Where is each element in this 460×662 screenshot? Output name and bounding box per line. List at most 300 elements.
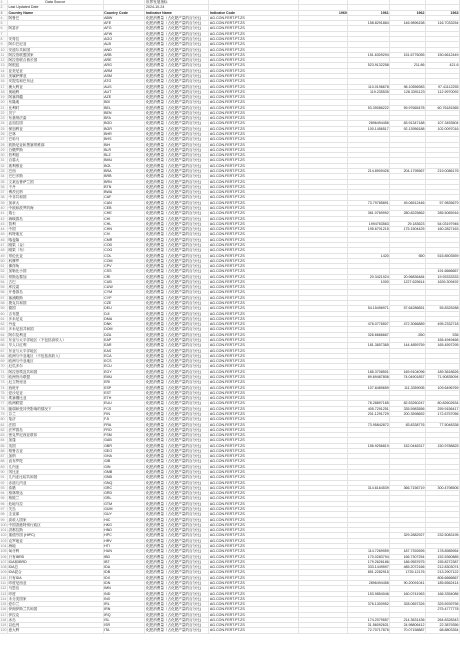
cell[interactable]: 化肥消费量（占化肥产量的百分比) xyxy=(145,565,209,570)
cell[interactable]: CHN xyxy=(103,227,145,232)
cell[interactable]: AG.CON.FERT.PT.ZS xyxy=(209,501,298,506)
cell[interactable]: 169.9104096 xyxy=(390,369,426,374)
cell[interactable]: CHI xyxy=(103,216,145,221)
cell[interactable]: AG.CON.FERT.PT.ZS xyxy=(209,464,298,469)
cell[interactable]: AG.CON.FERT.PT.ZS xyxy=(209,512,298,517)
cell[interactable]: ITA xyxy=(103,628,145,633)
header-cell[interactable]: 1962 xyxy=(390,10,426,15)
cell[interactable]: 化肥消费量（占化肥产量的百分比) xyxy=(145,242,209,247)
cell[interactable]: AG.CON.FERT.PT.ZS xyxy=(209,121,298,126)
cell[interactable]: 波斯尼亚和黑塞哥维那 xyxy=(8,142,104,147)
cell[interactable]: 78.28897165 xyxy=(348,401,390,406)
cell[interactable]: GRC xyxy=(103,485,145,490)
cell[interactable]: AG.CON.FERT.PT.ZS xyxy=(209,580,298,585)
cell[interactable]: 化肥消费量（占化肥产量的百分比) xyxy=(145,602,209,607)
cell[interactable]: GNQ xyxy=(103,480,145,485)
cell[interactable]: 515.8503559 xyxy=(426,253,460,258)
cell[interactable]: AG.CON.FERT.PT.ZS xyxy=(209,184,298,189)
cell[interactable]: 伊拉克 xyxy=(8,612,104,617)
cell[interactable]: 19.93333333 xyxy=(426,274,460,279)
cell[interactable]: GTM xyxy=(103,501,145,506)
cell[interactable]: 化肥消费量（占化肥产量的百分比) xyxy=(145,353,209,358)
cell[interactable]: AG.CON.FERT.PT.ZS xyxy=(209,459,298,464)
cell[interactable]: AG.CON.FERT.PT.ZS xyxy=(209,565,298,570)
cell[interactable]: ABW xyxy=(103,15,145,20)
cell[interactable]: AG.CON.FERT.PT.ZS xyxy=(209,322,298,327)
cell[interactable]: 2896494456 xyxy=(348,580,390,585)
cell[interactable]: 希腊 xyxy=(8,485,104,490)
cell[interactable]: AG.CON.FERT.PT.ZS xyxy=(209,491,298,496)
cell[interactable]: AG.CON.FERT.PT.ZS xyxy=(209,433,298,438)
cell[interactable]: 650 xyxy=(390,253,426,258)
cell[interactable]: CAN xyxy=(103,200,145,205)
cell[interactable]: AGO xyxy=(103,36,145,41)
header-cell[interactable]: 1961 xyxy=(348,10,390,15)
cell[interactable]: ECS xyxy=(103,359,145,364)
cell[interactable]: 2024-10-24 xyxy=(145,5,209,10)
cell[interactable]: 110.0196678 xyxy=(348,84,390,89)
cell[interactable]: 化肥消费量（占化肥产量的百分比) xyxy=(145,79,209,84)
cell[interactable]: AG.CON.FERT.PT.ZS xyxy=(209,316,298,321)
cell[interactable]: 107.3453504 xyxy=(426,121,460,126)
cell[interactable]: ARE xyxy=(103,58,145,63)
cell[interactable]: IRN xyxy=(103,607,145,612)
cell[interactable]: 伊朗伊斯兰共和国 xyxy=(8,607,104,612)
cell[interactable]: 212.8303074 xyxy=(426,565,460,570)
cell[interactable]: 文莱达鲁萨兰国 xyxy=(8,179,104,184)
cell[interactable]: EGY xyxy=(103,369,145,374)
cell[interactable]: AG.CON.FERT.PT.ZS xyxy=(209,507,298,512)
cell[interactable]: COD xyxy=(103,242,145,247)
cell[interactable]: 冰岛 xyxy=(8,617,104,622)
cell[interactable]: 阿尔巴尼亚 xyxy=(8,42,104,47)
cell[interactable]: 化肥消费量（占化肥产量的百分比) xyxy=(145,422,209,427)
cell[interactable]: BEN xyxy=(103,110,145,115)
cell[interactable]: 化肥消费量（占化肥产量的百分比) xyxy=(145,607,209,612)
cell[interactable]: 巴巴多斯 xyxy=(8,174,104,179)
cell[interactable]: 300.4798506 xyxy=(426,485,460,490)
cell[interactable]: ETH xyxy=(103,396,145,401)
cell[interactable]: AG.CON.FERT.PT.ZS xyxy=(209,311,298,316)
cell[interactable]: CSS xyxy=(103,269,145,274)
cell[interactable]: EST xyxy=(103,390,145,395)
cell[interactable]: 536 xyxy=(426,332,460,337)
cell[interactable]: 化肥消费量（占化肥产量的百分比) xyxy=(145,443,209,448)
cell[interactable]: 伯利兹 xyxy=(8,153,104,158)
cell[interactable]: 东亚与太平洋地区 xyxy=(8,348,104,353)
cell[interactable]: 芬兰 xyxy=(8,411,104,416)
cell[interactable]: HKG xyxy=(103,522,145,527)
cell[interactable]: AUS xyxy=(103,84,145,89)
cell[interactable]: CEB xyxy=(103,205,145,210)
cell[interactable]: 49.06512446 xyxy=(390,200,426,205)
cell[interactable]: 214.3631436 xyxy=(390,617,426,622)
cell[interactable]: 埃塞俄比亚 xyxy=(8,396,104,401)
cell[interactable]: 201.1291729 xyxy=(348,411,390,416)
cell[interactable]: 325.5939756 xyxy=(426,602,460,607)
cell[interactable]: AG.CON.FERT.PT.ZS xyxy=(209,480,298,485)
cell[interactable]: 280.8225862 xyxy=(390,211,426,216)
cell[interactable]: 化肥消费量（占化肥产量的百分比) xyxy=(145,570,209,575)
cell[interactable]: 1227.625614 xyxy=(390,279,426,284)
cell[interactable]: 146.9896158 xyxy=(390,21,426,26)
cell[interactable]: 意大利 xyxy=(8,628,104,633)
cell[interactable]: GBR xyxy=(103,443,145,448)
cell[interactable]: AG.CON.FERT.PT.ZS xyxy=(209,623,298,628)
header-cell[interactable]: 1960 xyxy=(298,10,348,15)
cell[interactable]: FRA xyxy=(103,422,145,427)
cell[interactable]: AG.CON.FERT.PT.ZS xyxy=(209,327,298,332)
cell[interactable]: 333.1449597 xyxy=(348,565,390,570)
cell[interactable]: 孟加拉国 xyxy=(8,121,104,126)
cell[interactable]: 澳大利亚 xyxy=(8,84,104,89)
cell[interactable]: 111.3359005 xyxy=(390,385,426,390)
cell[interactable]: 化肥消费量（占化肥产量的百分比) xyxy=(145,316,209,321)
cell[interactable]: 阿根廷 xyxy=(8,63,104,68)
cell[interactable]: 219.0086176 xyxy=(426,169,460,174)
cell[interactable]: AG.CON.FERT.PT.ZS xyxy=(209,31,298,36)
cell[interactable]: AG.CON.FERT.PT.ZS xyxy=(209,36,298,41)
cell[interactable]: AG.CON.FERT.PT.ZS xyxy=(209,142,298,147)
cell[interactable]: AG.CON.FERT.PT.ZS xyxy=(209,264,298,269)
cell[interactable]: AG.CON.FERT.PT.ZS xyxy=(209,163,298,168)
cell[interactable]: 化肥消费量（占化肥产量的百分比) xyxy=(145,406,209,411)
cell[interactable]: AG.CON.FERT.PT.ZS xyxy=(209,401,298,406)
cell[interactable]: GUM xyxy=(103,507,145,512)
cell[interactable]: 54.03197946 xyxy=(426,221,460,226)
cell[interactable]: 化肥消费量（占化肥产量的百分比) xyxy=(145,628,209,633)
cell[interactable]: 印度尼西亚 xyxy=(8,580,104,585)
cell[interactable]: 化肥消费量（占化肥产量的百分比) xyxy=(145,617,209,622)
cell[interactable]: 472.3066889 xyxy=(390,322,426,327)
cell[interactable]: 83.8338776 xyxy=(390,422,426,427)
cell[interactable]: HPC xyxy=(103,533,145,538)
cell[interactable]: 259.9156417 xyxy=(426,406,460,411)
cell[interactable]: 74.04901857 xyxy=(390,374,426,379)
cell[interactable]: AG.CON.FERT.PT.ZS xyxy=(209,221,298,226)
cell[interactable]: 29.183623 xyxy=(390,221,426,226)
cell[interactable]: 欧洲与中亚地区 xyxy=(8,359,104,364)
cell[interactable]: 化肥消费量（占化肥产量的百分比) xyxy=(145,47,209,52)
cell[interactable]: 化肥消费量（占化肥产量的百分比) xyxy=(145,596,209,601)
cell[interactable]: 世界发展指标 xyxy=(145,0,209,5)
cell[interactable]: ECU xyxy=(103,364,145,369)
cell[interactable]: BLR xyxy=(103,147,145,152)
cell[interactable]: 化肥消费量（占化肥产量的百分比) xyxy=(145,126,209,131)
cell[interactable]: 60.76181565 xyxy=(426,105,460,110)
cell[interactable]: 格林纳达 xyxy=(8,491,104,496)
cell[interactable]: 化肥消费量（占化肥产量的百分比) xyxy=(145,42,209,47)
cell[interactable]: 化肥消费量（占化肥产量的百分比) xyxy=(145,174,209,179)
cell[interactable]: 211.86 xyxy=(390,63,426,68)
cell[interactable]: 214.8909426 xyxy=(348,169,390,174)
cell[interactable]: 化肥消费量（占化肥产量的百分比) xyxy=(145,575,209,580)
cell[interactable]: 化肥消费量（占化肥产量的百分比) xyxy=(145,110,209,115)
cell[interactable]: BMU xyxy=(103,158,145,163)
cell[interactable]: 化肥消费量（占化肥产量的百分比) xyxy=(145,73,209,78)
cell[interactable]: 化肥消费量（占化肥产量的百分比) xyxy=(145,517,209,522)
cell[interactable]: 152.5360885 xyxy=(426,554,460,559)
cell[interactable]: 200.3598652 xyxy=(390,411,426,416)
cell[interactable]: 化肥消费量（占化肥产量的百分比) xyxy=(145,216,209,221)
cell[interactable]: 化肥消费量（占化肥产量的百分比) xyxy=(145,427,209,432)
cell[interactable]: GMB xyxy=(103,470,145,475)
cell[interactable]: AG.CON.FERT.PT.ZS xyxy=(209,554,298,559)
cell[interactable]: 2896494456 xyxy=(348,121,390,126)
cell[interactable]: AG.CON.FERT.PT.ZS xyxy=(209,485,298,490)
cell[interactable]: 172.6757056 xyxy=(426,411,460,416)
cell[interactable]: AG.CON.FERT.PT.ZS xyxy=(209,374,298,379)
cell[interactable]: AG.CON.FERT.PT.ZS xyxy=(209,348,298,353)
cell[interactable]: ERI xyxy=(103,380,145,385)
cell[interactable]: 72.70717878 xyxy=(348,628,390,633)
cell[interactable]: AG.CON.FERT.PT.ZS xyxy=(209,63,298,68)
cell[interactable]: CYM xyxy=(103,290,145,295)
cell[interactable]: AG.CON.FERT.PT.ZS xyxy=(209,105,298,110)
cell[interactable]: 806.6666667 xyxy=(426,575,460,580)
cell[interactable]: AG.CON.FERT.PT.ZS xyxy=(209,353,298,358)
cell[interactable]: 爱尔兰 xyxy=(8,602,104,607)
cell[interactable]: 阿尔及利亚 xyxy=(8,332,104,337)
cell[interactable]: AG.CON.FERT.PT.ZS xyxy=(209,301,298,306)
cell[interactable]: 化肥消费量（占化肥产量的百分比) xyxy=(145,332,209,337)
header-cell[interactable]: Country Code xyxy=(103,10,145,15)
cell[interactable]: 53.39086222 xyxy=(348,105,390,110)
cell[interactable]: 化肥消费量（占化肥产量的百分比) xyxy=(145,274,209,279)
cell[interactable]: 圭亚那 xyxy=(8,512,104,517)
cell[interactable]: HTI xyxy=(103,543,145,548)
cell[interactable]: 83.91347188 xyxy=(390,121,426,126)
cell[interactable]: 495.2332718 xyxy=(426,322,460,327)
cell[interactable]: 165.4949466 xyxy=(426,338,460,343)
cell[interactable]: GAB xyxy=(103,438,145,443)
cell[interactable]: 化肥消费量（占化肥产量的百分比) xyxy=(145,401,209,406)
cell[interactable]: 化肥消费量（占化肥产量的百分比) xyxy=(145,612,209,617)
cell[interactable]: 中国 xyxy=(8,227,104,232)
cell[interactable]: 化肥消费量（占化肥产量的百分比) xyxy=(145,158,209,163)
cell[interactable]: 68.8803354 xyxy=(426,628,460,633)
cell[interactable]: IDN xyxy=(103,580,145,585)
cell[interactable]: 化肥消费量（占化肥产量的百分比) xyxy=(145,580,209,585)
cell[interactable]: AG.CON.FERT.PT.ZS xyxy=(209,242,298,247)
cell[interactable]: AG.CON.FERT.PT.ZS xyxy=(209,543,298,548)
cell[interactable]: 化肥消费量（占化肥产量的百分比) xyxy=(145,205,209,210)
cell[interactable]: 巴林 xyxy=(8,132,104,137)
cell[interactable]: AG.CON.FERT.PT.ZS xyxy=(209,290,298,295)
cell[interactable]: 1420 xyxy=(348,253,390,258)
cell[interactable]: 匈牙利 xyxy=(8,549,104,554)
cell[interactable]: 化肥消费量（占化肥产量的百分比) xyxy=(145,237,209,242)
cell[interactable]: AG.CON.FERT.PT.ZS xyxy=(209,89,298,94)
cell[interactable]: 化肥消费量（占化肥产量的百分比) xyxy=(145,559,209,564)
cell[interactable]: 156.9256819 xyxy=(348,443,390,448)
cell[interactable]: AG.CON.FERT.PT.ZS xyxy=(209,570,298,575)
cell[interactable]: 24.98806412 xyxy=(390,623,426,628)
cell[interactable]: Data Source xyxy=(8,0,104,5)
cell[interactable]: 174.2079557 xyxy=(348,617,390,622)
cell[interactable]: 化肥消费量（占化肥产量的百分比) xyxy=(145,327,209,332)
cell[interactable]: 化肥消费量（占化肥产量的百分比) xyxy=(145,21,209,26)
cell[interactable]: 1000 xyxy=(348,279,390,284)
cell[interactable]: COG xyxy=(103,248,145,253)
cell[interactable]: 巴西 xyxy=(8,169,104,174)
cell[interactable]: 158.8291884 xyxy=(348,21,390,26)
cell[interactable]: 阿拉伯联合酋长国 xyxy=(8,58,104,63)
cell[interactable]: IDA xyxy=(103,565,145,570)
cell[interactable]: BIH xyxy=(103,142,145,147)
cell[interactable]: 海地 xyxy=(8,543,104,548)
cell[interactable]: 化肥消费量（占化肥产量的百分比) xyxy=(145,374,209,379)
cell[interactable]: AG.CON.FERT.PT.ZS xyxy=(209,153,298,158)
cell[interactable]: DMA xyxy=(103,316,145,321)
cell[interactable]: ASM xyxy=(103,73,145,78)
cell[interactable]: 化肥消费量（占化肥产量的百分比) xyxy=(145,15,209,20)
cell[interactable]: 69.69487806 xyxy=(348,374,390,379)
cell[interactable]: 化肥消费量（占化肥产量的百分比) xyxy=(145,459,209,464)
cell[interactable]: 赤道几内亚 xyxy=(8,480,104,485)
cell[interactable]: 科摩罗 xyxy=(8,258,104,263)
cell[interactable]: AND xyxy=(103,47,145,52)
cell[interactable]: 未分类国家 xyxy=(8,596,104,601)
cell[interactable]: 107.8489659 xyxy=(348,385,390,390)
cell[interactable]: AG.CON.FERT.PT.ZS xyxy=(209,274,298,279)
cell[interactable]: 1639.309492 xyxy=(426,279,460,284)
cell[interactable]: GHA xyxy=(103,454,145,459)
cell[interactable]: 高收入国家 xyxy=(8,517,104,522)
cell[interactable]: 捷克共和国 xyxy=(8,301,104,306)
cell[interactable]: 73.79785891 xyxy=(348,200,390,205)
cell[interactable]: BRB xyxy=(103,174,145,179)
cell[interactable]: 佛得角 xyxy=(8,264,104,269)
cell[interactable]: 92.13956188 xyxy=(390,126,426,131)
cell[interactable]: -550 xyxy=(390,332,426,337)
cell[interactable]: 化肥消费量（占化肥产量的百分比) xyxy=(145,501,209,506)
cell[interactable]: 化肥消费量（占化肥产量的百分比) xyxy=(145,448,209,453)
cell[interactable]: 化肥消费量（占化肥产量的百分比) xyxy=(145,512,209,517)
cell[interactable]: AG.CON.FERT.PT.ZS xyxy=(209,174,298,179)
cell[interactable]: Last Updated Date xyxy=(8,5,104,10)
cell[interactable]: AG.CON.FERT.PT.ZS xyxy=(209,454,298,459)
cell[interactable]: AG.CON.FERT.PT.ZS xyxy=(209,21,298,26)
cell[interactable]: 175.1504425 xyxy=(390,227,426,232)
cell[interactable]: 直布罗陀 xyxy=(8,459,104,464)
cell[interactable]: DZA xyxy=(103,332,145,337)
cell[interactable]: AG.CON.FERT.PT.ZS xyxy=(209,496,298,501)
cell[interactable]: AG.CON.FERT.PT.ZS xyxy=(209,15,298,20)
cell[interactable]: AG.CON.FERT.PT.ZS xyxy=(209,612,298,617)
cell[interactable]: 155.8272387 xyxy=(426,559,460,564)
cell[interactable]: IDA总 xyxy=(8,565,104,570)
cell[interactable]: AG.CON.FERT.PT.ZS xyxy=(209,406,298,411)
cell[interactable]: 中国香港特别行政区 xyxy=(8,522,104,527)
cell[interactable]: AG.CON.FERT.PT.ZS xyxy=(209,591,298,596)
cell[interactable]: AG.CON.FERT.PT.ZS xyxy=(209,269,298,274)
cell[interactable]: AG.CON.FERT.PT.ZS xyxy=(209,533,298,538)
cell[interactable]: 55.8325288 xyxy=(426,306,460,311)
cell[interactable]: 80.82602634 xyxy=(426,401,460,406)
cell[interactable]: 90.20091041 xyxy=(390,580,426,585)
cell[interactable]: CPV xyxy=(103,264,145,269)
cell[interactable]: 以色列 xyxy=(8,623,104,628)
cell[interactable]: 化肥消费量（占化肥产量的百分比) xyxy=(145,36,209,41)
cell[interactable]: 275.4777778 xyxy=(426,607,460,612)
cell[interactable]: BEL xyxy=(103,105,145,110)
cell[interactable]: AG.CON.FERT.PT.ZS xyxy=(209,411,298,416)
cell[interactable]: IBT xyxy=(103,559,145,564)
cell[interactable]: 144.4859759 xyxy=(390,343,426,348)
cell[interactable]: 刚果（金） xyxy=(8,242,104,247)
cell[interactable]: 厄立特里亚 xyxy=(8,380,104,385)
cell[interactable]: 安道尔共和国 xyxy=(8,47,104,52)
cell[interactable]: 科特迪瓦 xyxy=(8,232,104,237)
cell[interactable]: GNB xyxy=(103,475,145,480)
cell[interactable]: 185.6562414 xyxy=(426,580,460,585)
cell[interactable]: 美属萨摩亚 xyxy=(8,73,104,78)
cell[interactable]: AG.CON.FERT.PT.ZS xyxy=(209,575,298,580)
cell[interactable]: CUW xyxy=(103,285,145,290)
cell[interactable]: AG.CON.FERT.PT.ZS xyxy=(209,522,298,527)
cell[interactable]: AUT xyxy=(103,89,145,94)
cell[interactable]: 化肥消费量（占化肥产量的百分比) xyxy=(145,153,209,158)
cell[interactable]: IDA和IBRD xyxy=(8,559,104,564)
cell[interactable]: 布隆迪 xyxy=(8,100,104,105)
cell[interactable]: IDX xyxy=(103,575,145,580)
cell[interactable]: 化肥消费量（占化肥产量的百分比) xyxy=(145,163,209,168)
cell[interactable]: 70.07158887 xyxy=(390,628,426,633)
cell[interactable]: 关岛 xyxy=(8,507,104,512)
cell[interactable]: IDB xyxy=(103,570,145,575)
cell[interactable]: 几内亚比绍共和国 xyxy=(8,475,104,480)
cell[interactable]: 化肥消费量（占化肥产量的百分比) xyxy=(145,179,209,184)
cell[interactable]: 塞浦路斯 xyxy=(8,295,104,300)
cell[interactable]: AG.CON.FERT.PT.ZS xyxy=(209,68,298,73)
cell[interactable]: 阿拉伯联盟国家 xyxy=(8,52,104,57)
cell[interactable]: 化肥消费量（占化肥产量的百分比) xyxy=(145,543,209,548)
cell[interactable]: 151.6776055 xyxy=(390,52,426,57)
cell[interactable]: AG.CON.FERT.PT.ZS xyxy=(209,602,298,607)
cell[interactable]: 加拿大 xyxy=(8,200,104,205)
cell[interactable]: 485.2072166 xyxy=(390,565,426,570)
cell[interactable]: EUU xyxy=(103,401,145,406)
cell[interactable]: AG.CON.FERT.PT.ZS xyxy=(209,422,298,427)
cell[interactable]: AG.CON.FERT.PT.ZS xyxy=(209,137,298,142)
cell[interactable]: 多米尼克 xyxy=(8,316,104,321)
cell[interactable]: 几内亚 xyxy=(8,464,104,469)
cell[interactable]: 西班牙 xyxy=(8,385,104,390)
cell[interactable]: 204.1795567 xyxy=(390,169,426,174)
cell[interactable]: 化肥消费量（占化肥产量的百分比) xyxy=(145,586,209,591)
cell[interactable]: 化肥消费量（占化肥产量的百分比) xyxy=(145,26,209,31)
cell[interactable]: AG.CON.FERT.PT.ZS xyxy=(209,126,298,131)
cell[interactable]: AG.CON.FERT.PT.ZS xyxy=(209,549,298,554)
cell[interactable]: 冈比亚 xyxy=(8,470,104,475)
cell[interactable]: 阿鲁巴 xyxy=(8,15,104,20)
cell[interactable]: BGD xyxy=(103,121,145,126)
cell[interactable]: 印度 xyxy=(8,591,104,596)
cell[interactable]: 法国 xyxy=(8,422,104,427)
cell[interactable]: 329.2882927 xyxy=(390,533,426,538)
cell[interactable]: AG.CON.FERT.PT.ZS xyxy=(209,116,298,121)
cell[interactable]: BDI xyxy=(103,100,145,105)
cell[interactable]: CMR xyxy=(103,237,145,242)
cell[interactable]: 57.64286651 xyxy=(390,306,426,311)
cell[interactable]: 不丹 xyxy=(8,184,104,189)
cell[interactable]: 化肥消费量（占化肥产量的百分比) xyxy=(145,95,209,100)
cell[interactable]: 化肥消费量（占化肥产量的百分比) xyxy=(145,464,209,469)
cell[interactable]: 法罗群岛 xyxy=(8,427,104,432)
cell[interactable]: AG.CON.FERT.PT.ZS xyxy=(209,470,298,475)
cell[interactable]: AG.CON.FERT.PT.ZS xyxy=(209,359,298,364)
